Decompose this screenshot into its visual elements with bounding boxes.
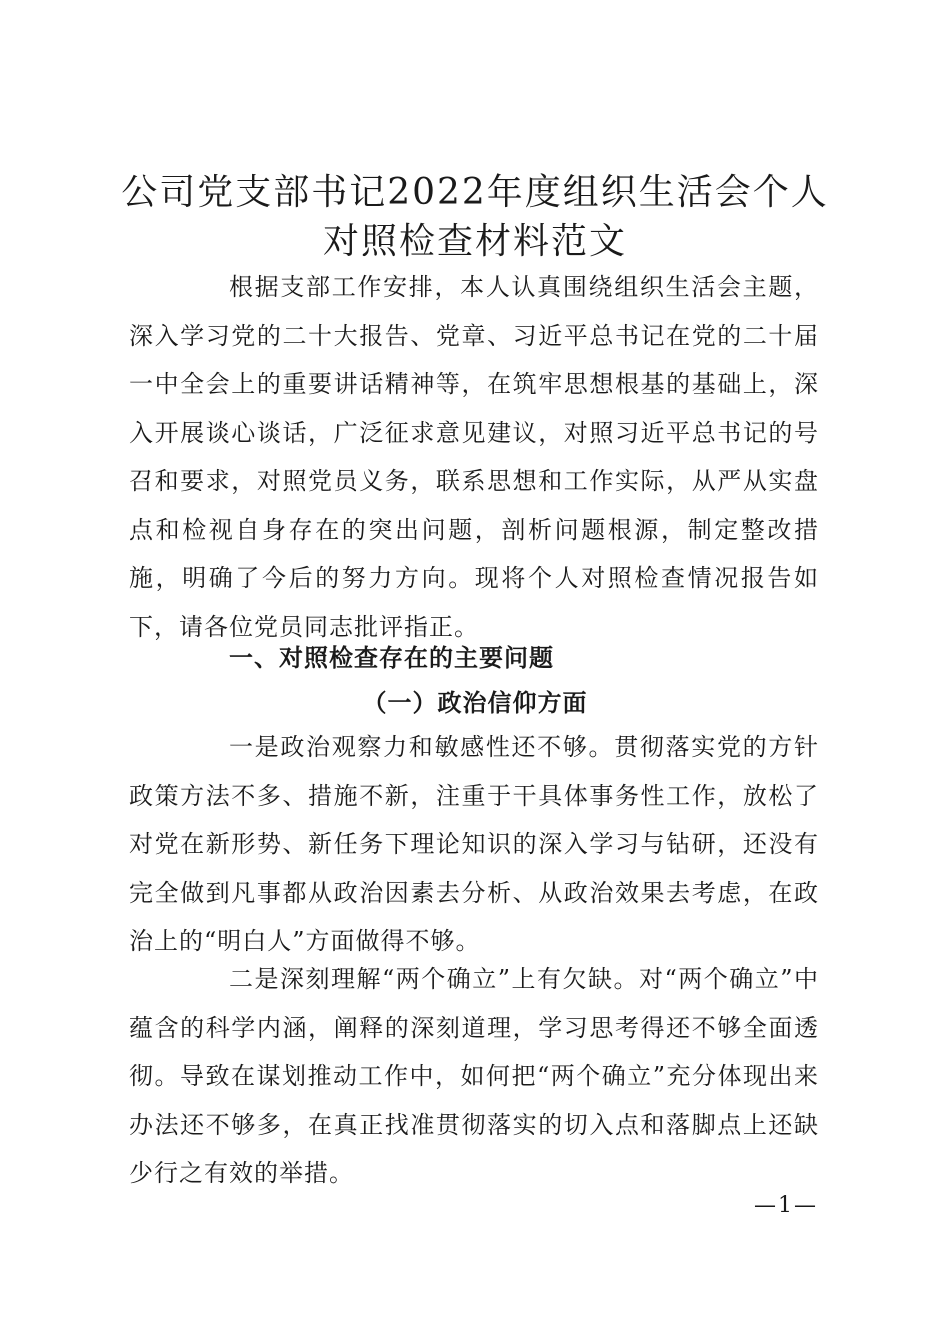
point-one-paragraph: 一是政治观察力和敏感性还不够。贯彻落实党的方针政策方法不多、措施不新，注重于干具体事务性工作，放松了对党在新形势、新任务下理论知识的深入学习与钻研，还没有完全做到凡事都从政治因素去分析、从政治效果去考虑，在政治上的“明白人”方面做得不够。	[129, 733, 819, 955]
section-heading: 一、对照检查存在的主要问题	[229, 644, 554, 672]
intro-paragraph: 根据支部工作安排，本人认真围绕组织生活会主题，深入学习党的二十大报告、党章、习近平总书记在党的二十届一中全会上的重要讲话精神等，在筑牢思想根基的基础上，深入开展谈心谈话，广泛征求意见建议，对照习近平总书记的号召和要求，对照党员义务，联系思想和工作实际，从严从实盘点和检视自身存在的突出问题，剖析问题根源，制定整改措施，明确了今后的努力方向。现将个人对照检查情况报告如下，请各位党员同志批评指正。	[129, 273, 819, 641]
page-number: —1—	[754, 1193, 818, 1218]
subsection-heading: （一）政治信仰方面	[362, 688, 588, 717]
point-two-paragraph: 二是深刻理解“两个确立”上有欠缺。对“两个确立”中蕴含的科学内涵，阐释的深刻道理，学习思考得还不够全面透彻。导致在谋划推动工作中，如何把“两个确立”充分体现出来办法还不够多，在真正找准贯彻落实的切入点和落脚点上还缺少行之有效的举措。	[129, 965, 819, 1187]
document-title: 公司党支部书记2022年度组织生活会个人对照检查材料范文	[121, 172, 829, 262]
